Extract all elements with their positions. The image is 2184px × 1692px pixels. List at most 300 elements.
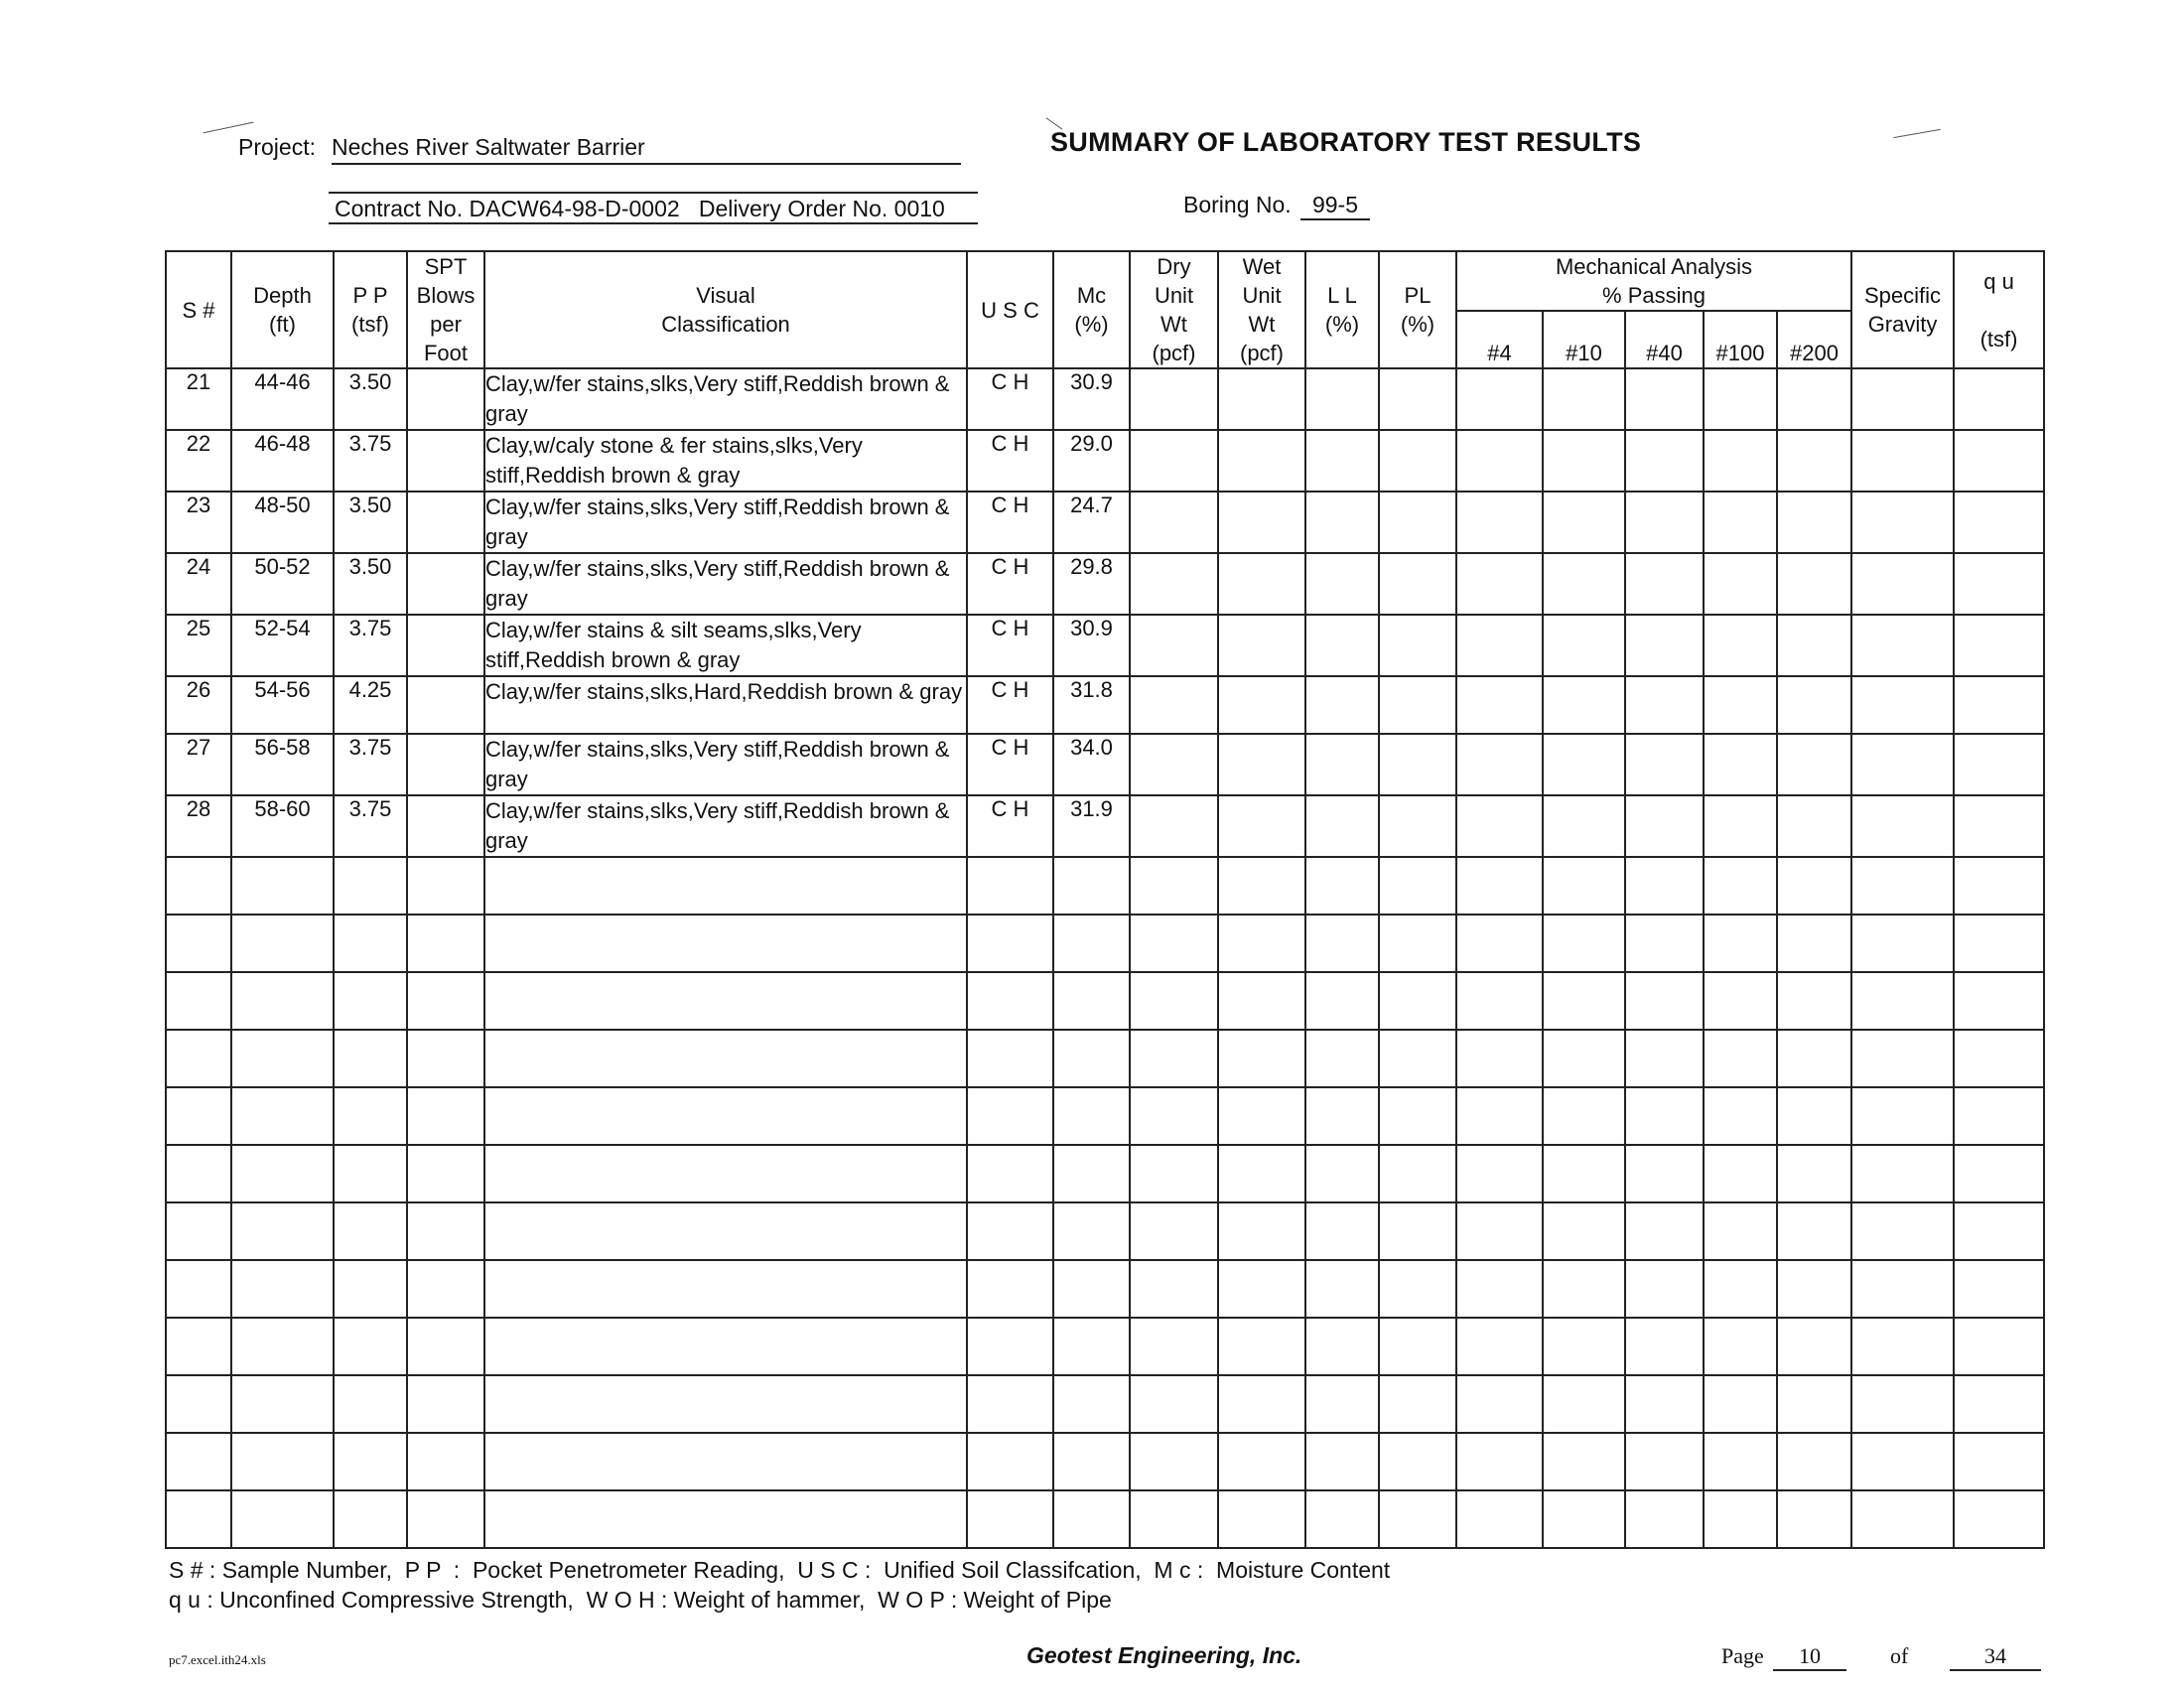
empty-cell	[1130, 553, 1218, 615]
empty-cell	[1305, 1318, 1379, 1375]
empty-cell	[1218, 492, 1305, 553]
usc-cell: C H	[967, 492, 1053, 553]
empty-cell	[1218, 1318, 1305, 1375]
blank-row	[166, 1030, 2044, 1087]
col-header-depth: Depth (ft)	[231, 251, 334, 368]
empty-cell	[967, 1318, 1053, 1375]
pp-cell: 3.75	[334, 615, 407, 676]
empty-cell	[1053, 857, 1130, 915]
empty-cell	[1053, 1202, 1130, 1260]
page-total: 34	[1950, 1643, 2041, 1671]
pp-cell: 3.75	[334, 795, 407, 857]
depth-cell: 50-52	[231, 553, 334, 615]
usc-cell: C H	[967, 553, 1053, 615]
empty-cell	[1777, 1318, 1851, 1375]
empty-cell	[1777, 1145, 1851, 1202]
empty-cell	[407, 1433, 484, 1490]
spt-cell	[407, 734, 484, 795]
empty-cell	[1704, 1087, 1777, 1145]
empty-cell	[1053, 972, 1130, 1030]
empty-cell	[1379, 1260, 1456, 1318]
empty-cell	[1130, 1375, 1218, 1433]
blank-row	[166, 1202, 2044, 1260]
empty-cell	[1218, 430, 1305, 492]
of-label: of	[1890, 1643, 1909, 1668]
empty-cell	[1218, 676, 1305, 734]
empty-cell	[1851, 734, 1954, 795]
empty-cell	[1777, 1030, 1851, 1087]
empty-cell	[166, 1375, 231, 1433]
pp-cell: 3.75	[334, 430, 407, 492]
empty-cell	[1954, 1375, 2044, 1433]
empty-cell	[231, 1490, 334, 1548]
empty-cell	[1543, 1433, 1625, 1490]
empty-cell	[407, 857, 484, 915]
empty-cell	[1777, 1375, 1851, 1433]
empty-cell	[1379, 1145, 1456, 1202]
empty-cell	[1704, 492, 1777, 553]
mc-cell: 30.9	[1053, 615, 1130, 676]
empty-cell	[1130, 368, 1218, 430]
empty-cell	[1456, 368, 1543, 430]
sample-number-cell: 24	[166, 553, 231, 615]
blank-row	[166, 1087, 2044, 1145]
empty-cell	[967, 1202, 1053, 1260]
empty-cell	[1305, 972, 1379, 1030]
empty-cell	[1218, 1202, 1305, 1260]
pp-cell: 3.50	[334, 553, 407, 615]
sample-number-cell: 28	[166, 795, 231, 857]
empty-cell	[1777, 615, 1851, 676]
empty-cell	[166, 915, 231, 972]
empty-cell	[1379, 857, 1456, 915]
empty-cell	[334, 1145, 407, 1202]
table-row	[166, 615, 2044, 676]
blank-row	[166, 915, 2044, 972]
empty-cell	[1777, 492, 1851, 553]
table-row	[166, 492, 2044, 553]
empty-cell	[1777, 368, 1851, 430]
col-header-sieve-100: #100	[1704, 311, 1777, 368]
empty-cell	[1543, 915, 1625, 972]
empty-cell	[1625, 1145, 1704, 1202]
empty-cell	[1379, 972, 1456, 1030]
empty-cell	[166, 1202, 231, 1260]
empty-cell	[1625, 915, 1704, 972]
empty-cell	[967, 857, 1053, 915]
project-name: Neches River Saltwater Barrier	[332, 134, 961, 165]
empty-cell	[1954, 1433, 2044, 1490]
visual-classification-cell: Clay,w/fer stains,slks,Hard,Reddish brown & gray	[484, 676, 967, 734]
empty-cell	[231, 915, 334, 972]
empty-cell	[1053, 1087, 1130, 1145]
empty-cell	[1379, 795, 1456, 857]
empty-cell	[484, 915, 967, 972]
empty-cell	[1218, 1030, 1305, 1087]
empty-cell	[1053, 1375, 1130, 1433]
empty-cell	[1625, 492, 1704, 553]
empty-cell	[1130, 492, 1218, 553]
empty-cell	[484, 1030, 967, 1087]
empty-cell	[1305, 430, 1379, 492]
empty-cell	[1218, 915, 1305, 972]
empty-cell	[1456, 492, 1543, 553]
blank-row	[166, 1145, 2044, 1202]
empty-cell	[1053, 915, 1130, 972]
col-header-dry-unit-wt: Dry Unit Wt (pcf)	[1130, 251, 1218, 368]
empty-cell	[1130, 1433, 1218, 1490]
table-row	[166, 795, 2044, 857]
empty-cell	[407, 1087, 484, 1145]
spt-cell	[407, 492, 484, 553]
empty-cell	[484, 1202, 967, 1260]
empty-cell	[1777, 1087, 1851, 1145]
empty-cell	[334, 1260, 407, 1318]
col-header-sieve-200: #200	[1777, 311, 1851, 368]
empty-cell	[1456, 1087, 1543, 1145]
empty-cell	[1954, 368, 2044, 430]
mc-cell: 29.0	[1053, 430, 1130, 492]
empty-cell	[1456, 795, 1543, 857]
empty-cell	[967, 1087, 1053, 1145]
empty-cell	[334, 915, 407, 972]
col-header-sieve-4: #4	[1456, 311, 1543, 368]
empty-cell	[1456, 1202, 1543, 1260]
col-header-qu: q u (tsf)	[1954, 251, 2044, 368]
mc-cell: 34.0	[1053, 734, 1130, 795]
empty-cell	[1456, 1490, 1543, 1548]
empty-cell	[1625, 795, 1704, 857]
empty-cell	[1625, 1318, 1704, 1375]
empty-cell	[1704, 1490, 1777, 1548]
empty-cell	[1704, 615, 1777, 676]
spt-cell	[407, 368, 484, 430]
empty-cell	[1777, 1202, 1851, 1260]
usc-cell: C H	[967, 795, 1053, 857]
empty-cell	[1543, 1260, 1625, 1318]
empty-cell	[1379, 676, 1456, 734]
empty-cell	[484, 1375, 967, 1433]
empty-cell	[1954, 430, 2044, 492]
empty-cell	[1218, 795, 1305, 857]
pp-cell: 3.75	[334, 734, 407, 795]
empty-cell	[407, 915, 484, 972]
empty-cell	[1625, 1030, 1704, 1087]
empty-cell	[334, 1375, 407, 1433]
page-title: SUMMARY OF LABORATORY TEST RESULTS	[1050, 127, 1642, 157]
empty-cell	[484, 1433, 967, 1490]
empty-cell	[1851, 368, 1954, 430]
empty-cell	[1777, 553, 1851, 615]
sample-number-cell: 21	[166, 368, 231, 430]
empty-cell	[1851, 1490, 1954, 1548]
empty-cell	[231, 1030, 334, 1087]
boring-label: Boring No.	[1183, 192, 1292, 217]
empty-cell	[1543, 857, 1625, 915]
empty-cell	[407, 1145, 484, 1202]
empty-cell	[1625, 615, 1704, 676]
depth-cell: 44-46	[231, 368, 334, 430]
empty-cell	[484, 1318, 967, 1375]
pp-cell: 4.25	[334, 676, 407, 734]
empty-cell	[1218, 368, 1305, 430]
empty-cell	[1305, 915, 1379, 972]
legend-line-2: q u : Unconfined Compressive Strength, W O H : Weight of hammer, W O P : Weight of Pipe	[169, 1587, 1112, 1613]
usc-cell: C H	[967, 615, 1053, 676]
empty-cell	[1851, 915, 1954, 972]
empty-cell	[1704, 1260, 1777, 1318]
empty-cell	[484, 1260, 967, 1318]
visual-classification-cell: Clay,w/fer stains,slks,Very stiff,Reddish brown & gray	[484, 492, 967, 553]
empty-cell	[166, 972, 231, 1030]
sample-number-cell: 23	[166, 492, 231, 553]
empty-cell	[1625, 368, 1704, 430]
empty-cell	[1954, 615, 2044, 676]
empty-cell	[1954, 857, 2044, 915]
empty-cell	[407, 1030, 484, 1087]
empty-cell	[967, 1030, 1053, 1087]
empty-cell	[1954, 1260, 2044, 1318]
empty-cell	[1777, 972, 1851, 1030]
empty-cell	[1305, 1145, 1379, 1202]
col-header-sieve-10: #10	[1543, 311, 1625, 368]
empty-cell	[1625, 972, 1704, 1030]
empty-cell	[1130, 615, 1218, 676]
empty-cell	[1543, 1087, 1625, 1145]
empty-cell	[1954, 972, 2044, 1030]
empty-cell	[1543, 430, 1625, 492]
table-row	[166, 368, 2044, 430]
empty-cell	[334, 1087, 407, 1145]
col-header-visual: Visual Classification	[484, 251, 967, 368]
empty-cell	[1954, 1490, 2044, 1548]
empty-cell	[1543, 972, 1625, 1030]
empty-cell	[1704, 1145, 1777, 1202]
empty-cell	[1456, 1260, 1543, 1318]
empty-cell	[1130, 676, 1218, 734]
pp-cell: 3.50	[334, 368, 407, 430]
empty-cell	[231, 1145, 334, 1202]
empty-cell	[1379, 1490, 1456, 1548]
empty-cell	[1218, 1260, 1305, 1318]
empty-cell	[231, 1375, 334, 1433]
sample-number-cell: 26	[166, 676, 231, 734]
empty-cell	[1543, 368, 1625, 430]
empty-cell	[1704, 1030, 1777, 1087]
empty-cell	[1456, 1318, 1543, 1375]
empty-cell	[1218, 1490, 1305, 1548]
empty-cell	[1777, 795, 1851, 857]
empty-cell	[1954, 492, 2044, 553]
empty-cell	[1130, 1318, 1218, 1375]
empty-cell	[1305, 1375, 1379, 1433]
empty-cell	[1218, 857, 1305, 915]
mc-cell: 24.7	[1053, 492, 1130, 553]
empty-cell	[1777, 1490, 1851, 1548]
empty-cell	[407, 1490, 484, 1548]
empty-cell	[1704, 734, 1777, 795]
empty-cell	[1704, 676, 1777, 734]
usc-cell: C H	[967, 676, 1053, 734]
empty-cell	[1625, 1490, 1704, 1548]
visual-classification-cell: Clay,w/fer stains,slks,Very stiff,Reddish brown & gray	[484, 795, 967, 857]
empty-cell	[1305, 615, 1379, 676]
empty-cell	[334, 972, 407, 1030]
empty-cell	[1954, 795, 2044, 857]
empty-cell	[166, 1318, 231, 1375]
empty-cell	[1218, 1145, 1305, 1202]
empty-cell	[166, 1260, 231, 1318]
empty-cell	[1625, 857, 1704, 915]
empty-cell	[166, 857, 231, 915]
empty-cell	[1851, 857, 1954, 915]
empty-cell	[334, 1202, 407, 1260]
empty-cell	[1130, 972, 1218, 1030]
empty-cell	[1704, 795, 1777, 857]
empty-cell	[1130, 915, 1218, 972]
depth-cell: 58-60	[231, 795, 334, 857]
empty-cell	[231, 1202, 334, 1260]
empty-cell	[1305, 857, 1379, 915]
empty-cell	[1130, 430, 1218, 492]
empty-cell	[1218, 615, 1305, 676]
empty-cell	[1704, 857, 1777, 915]
empty-cell	[334, 1030, 407, 1087]
sample-number-cell: 22	[166, 430, 231, 492]
blank-row	[166, 1318, 2044, 1375]
empty-cell	[1543, 676, 1625, 734]
empty-cell	[1218, 972, 1305, 1030]
sample-number-cell: 25	[166, 615, 231, 676]
empty-cell	[1543, 1318, 1625, 1375]
empty-cell	[1777, 1433, 1851, 1490]
empty-cell	[1625, 1375, 1704, 1433]
empty-cell	[1851, 676, 1954, 734]
empty-cell	[1456, 676, 1543, 734]
empty-cell	[1456, 915, 1543, 972]
empty-cell	[1625, 553, 1704, 615]
mc-cell: 31.8	[1053, 676, 1130, 734]
empty-cell	[1379, 553, 1456, 615]
project-label: Project:	[238, 134, 316, 160]
empty-cell	[1456, 615, 1543, 676]
empty-cell	[967, 972, 1053, 1030]
empty-cell	[1954, 553, 2044, 615]
scan-mark	[1893, 129, 1940, 138]
visual-classification-cell: Clay,w/fer stains,slks,Very stiff,Reddish brown & gray	[484, 553, 967, 615]
empty-cell	[1456, 1145, 1543, 1202]
table-row	[166, 430, 2044, 492]
empty-cell	[334, 1318, 407, 1375]
empty-cell	[231, 857, 334, 915]
empty-cell	[1543, 1030, 1625, 1087]
sample-number-cell: 27	[166, 734, 231, 795]
col-header-ll: L L (%)	[1305, 251, 1379, 368]
empty-cell	[1851, 1260, 1954, 1318]
empty-cell	[1305, 492, 1379, 553]
empty-cell	[166, 1087, 231, 1145]
empty-cell	[1777, 734, 1851, 795]
empty-cell	[1625, 676, 1704, 734]
empty-cell	[166, 1145, 231, 1202]
empty-cell	[1704, 1375, 1777, 1433]
empty-cell	[484, 1145, 967, 1202]
empty-cell	[1379, 915, 1456, 972]
empty-cell	[1130, 734, 1218, 795]
empty-cell	[231, 972, 334, 1030]
empty-cell	[1704, 972, 1777, 1030]
empty-cell	[1456, 972, 1543, 1030]
empty-cell	[1851, 1087, 1954, 1145]
empty-cell	[1130, 1202, 1218, 1260]
empty-cell	[1625, 430, 1704, 492]
empty-cell	[1954, 676, 2044, 734]
empty-cell	[1625, 734, 1704, 795]
empty-cell	[967, 1490, 1053, 1548]
empty-cell	[967, 1433, 1053, 1490]
usc-cell: C H	[967, 430, 1053, 492]
empty-cell	[1456, 1433, 1543, 1490]
empty-cell	[407, 1202, 484, 1260]
empty-cell	[1954, 734, 2044, 795]
table-body	[166, 368, 2044, 1548]
empty-cell	[1543, 492, 1625, 553]
empty-cell	[1851, 1202, 1954, 1260]
empty-cell	[1305, 368, 1379, 430]
empty-cell	[1704, 1202, 1777, 1260]
blank-row	[166, 1433, 2044, 1490]
usc-cell: C H	[967, 368, 1053, 430]
blank-row	[166, 1375, 2044, 1433]
empty-cell	[1218, 1433, 1305, 1490]
empty-cell	[1777, 915, 1851, 972]
empty-cell	[231, 1433, 334, 1490]
empty-cell	[1379, 1318, 1456, 1375]
empty-cell	[1704, 1318, 1777, 1375]
empty-cell	[967, 1260, 1053, 1318]
empty-cell	[1851, 1318, 1954, 1375]
empty-cell	[1704, 1433, 1777, 1490]
empty-cell	[1954, 1030, 2044, 1087]
spt-cell	[407, 795, 484, 857]
empty-cell	[1379, 1433, 1456, 1490]
empty-cell	[1543, 1490, 1625, 1548]
empty-cell	[1543, 615, 1625, 676]
empty-cell	[1456, 1375, 1543, 1433]
depth-cell: 52-54	[231, 615, 334, 676]
empty-cell	[484, 972, 967, 1030]
empty-cell	[407, 972, 484, 1030]
visual-classification-cell: Clay,w/fer stains,slks,Very stiff,Reddish brown & gray	[484, 368, 967, 430]
empty-cell	[1218, 553, 1305, 615]
empty-cell	[1543, 734, 1625, 795]
empty-cell	[484, 1490, 967, 1548]
empty-cell	[1379, 368, 1456, 430]
empty-cell	[1053, 1490, 1130, 1548]
blank-row	[166, 972, 2044, 1030]
table-row	[166, 734, 2044, 795]
empty-cell	[1851, 1375, 1954, 1433]
empty-cell	[1218, 734, 1305, 795]
blank-row	[166, 1260, 2044, 1318]
empty-cell	[1954, 915, 2044, 972]
empty-cell	[1053, 1030, 1130, 1087]
empty-cell	[1305, 676, 1379, 734]
empty-cell	[1379, 1375, 1456, 1433]
empty-cell	[1954, 1087, 2044, 1145]
empty-cell	[1543, 1145, 1625, 1202]
lab-results-table	[165, 250, 2045, 1549]
